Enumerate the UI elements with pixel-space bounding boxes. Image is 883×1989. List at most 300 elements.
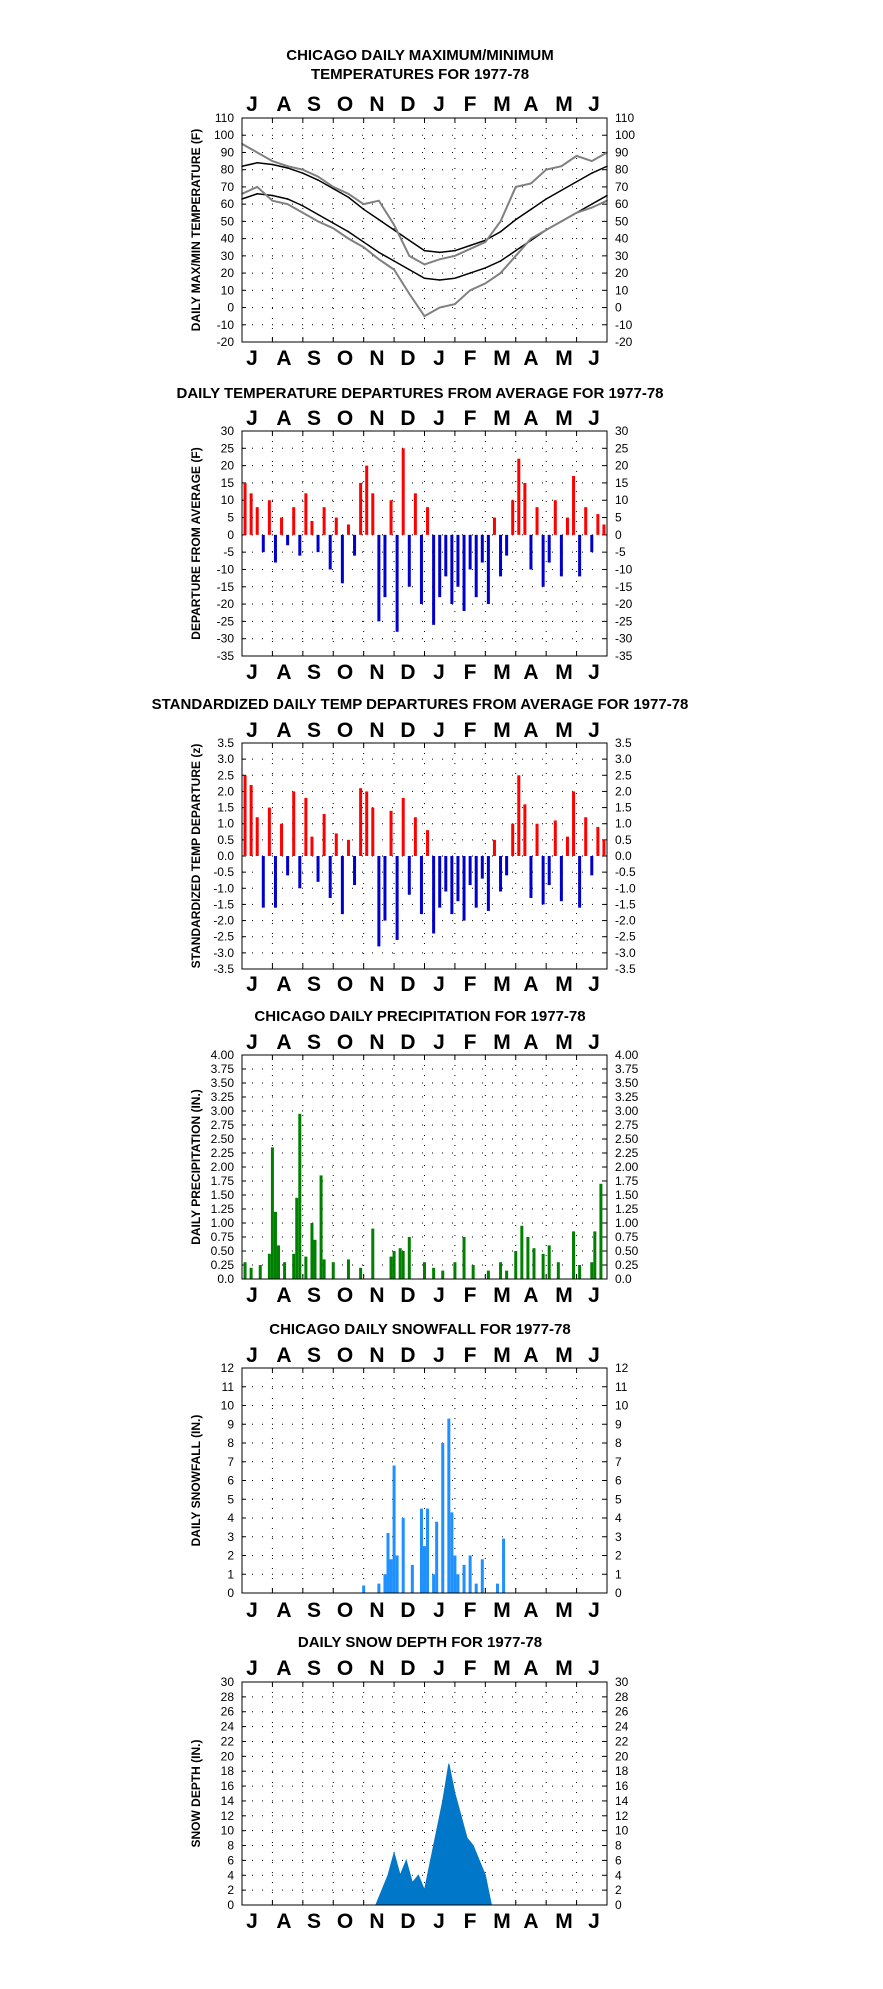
- y-tick-label-left: 90: [220, 145, 234, 160]
- bar: [274, 1212, 277, 1279]
- y-tick-label-right: 10: [615, 1823, 629, 1838]
- y-tick-label-right: 22: [615, 1734, 629, 1749]
- month-label-bottom: J: [246, 1599, 258, 1622]
- bar: [250, 493, 253, 535]
- bar: [402, 798, 405, 856]
- bar: [557, 1262, 560, 1279]
- month-label-top: F: [463, 719, 477, 742]
- bar: [548, 856, 551, 885]
- bar: [438, 856, 441, 908]
- data-point-normal_low: [378, 252, 380, 254]
- bar: [566, 518, 569, 535]
- y-tick-label-right: 6: [615, 1853, 622, 1868]
- y-tick-label-left: 0: [227, 1898, 234, 1912]
- y-tick-label-right: -20: [615, 335, 633, 349]
- chart-1: [189, 47, 635, 370]
- bar: [584, 507, 587, 535]
- y-tick-label-right: 70: [615, 179, 629, 194]
- data-point-observed_low: [591, 207, 593, 209]
- data-point-observed_high: [545, 169, 547, 171]
- month-label-top: J: [433, 1657, 445, 1680]
- data-point-normal_low: [363, 241, 365, 243]
- month-label-bottom: A: [523, 1284, 539, 1307]
- month-label-top: N: [369, 719, 385, 742]
- bar: [280, 824, 283, 856]
- month-label-top: A: [276, 93, 292, 116]
- bar: [244, 1262, 247, 1279]
- month-label-bottom: F: [463, 973, 477, 996]
- y-tick-label-left: 20: [220, 266, 234, 281]
- bar: [505, 535, 508, 556]
- bar: [511, 500, 514, 535]
- month-label-bottom: M: [493, 661, 511, 684]
- y-tick-label-left: 50: [220, 214, 234, 229]
- y-tick-label-left: 1.25: [210, 1202, 234, 1216]
- month-label-bottom: N: [369, 1599, 385, 1622]
- y-tick-label-right: 2: [615, 1883, 622, 1898]
- bar: [304, 798, 307, 856]
- month-label-bottom: J: [246, 973, 258, 996]
- month-label-top: A: [276, 1344, 292, 1367]
- y-tick-label-right: 14: [615, 1793, 629, 1808]
- data-point-observed_high: [287, 165, 289, 167]
- y-tick-label-right: 30: [615, 1675, 629, 1689]
- bar: [426, 1509, 429, 1593]
- y-tick-label-right: 2.25: [615, 1146, 639, 1160]
- month-label-bottom: A: [523, 1599, 539, 1622]
- month-label-bottom: S: [306, 1910, 322, 1933]
- data-point-observed_high: [378, 200, 380, 202]
- month-label-bottom: J: [588, 661, 600, 684]
- y-tick-label-right: -3.5: [615, 962, 636, 976]
- y-tick-label-left: 20: [220, 1749, 234, 1764]
- month-label-top: O: [336, 1657, 354, 1680]
- month-label-top: O: [336, 407, 354, 430]
- y-tick-label-left: 1: [227, 1567, 234, 1582]
- y-tick-label-left: 11: [221, 1379, 234, 1394]
- data-point-observed_low: [576, 212, 578, 214]
- bar: [593, 1231, 596, 1279]
- bar: [456, 1574, 459, 1593]
- month-label-top: S: [306, 407, 322, 430]
- bar: [371, 493, 374, 535]
- y-tick-label-right: 12: [615, 1808, 629, 1823]
- bar: [329, 856, 332, 898]
- month-label-bottom: S: [306, 661, 322, 684]
- month-label-top: A: [523, 1657, 539, 1680]
- month-label-bottom: J: [246, 1284, 258, 1307]
- y-axis-label: DAILY MAX/MIN TEMPERATURE (F): [189, 128, 203, 332]
- y-tick-label-right: 0.0: [615, 1272, 632, 1286]
- y-tick-label-left: 14: [220, 1793, 234, 1808]
- chart-title: DAILY SNOW DEPTH FOR 1977-78: [297, 1634, 543, 1651]
- bar: [542, 535, 545, 587]
- y-tick-label-left: 22: [220, 1734, 234, 1749]
- y-tick-label-left: 3.75: [210, 1062, 234, 1076]
- chart-title: CHICAGO DAILY PRECIPITATION FOR 1977-78: [254, 1008, 586, 1025]
- bar: [602, 840, 605, 856]
- y-tick-label-left: 0: [227, 527, 234, 542]
- bar: [542, 856, 545, 904]
- grid: [242, 743, 607, 969]
- month-label-bottom: A: [276, 973, 292, 996]
- month-label-bottom: J: [433, 1284, 445, 1307]
- month-label-top: M: [493, 719, 511, 742]
- y-tick-label-right: 30: [615, 248, 629, 263]
- month-label-top: J: [433, 93, 445, 116]
- bar: [463, 1237, 466, 1279]
- data-point-observed_high: [454, 255, 456, 257]
- y-axis-label: DAILY SNOWFALL (IN.): [189, 1414, 203, 1547]
- y-tick-label-left: -0.5: [213, 865, 234, 880]
- month-label-bottom: J: [588, 347, 600, 370]
- bar: [475, 535, 478, 597]
- y-tick-label-right: 3.5: [615, 736, 632, 750]
- month-label-top: S: [306, 719, 322, 742]
- y-tick-label-left: 12: [220, 1808, 234, 1823]
- y-tick-label-left: 6: [227, 1853, 234, 1868]
- y-axis-label: DEPARTURE FROM AVERAGE (F): [189, 447, 203, 640]
- bar: [390, 500, 393, 535]
- bar: [602, 524, 605, 534]
- month-label-bottom: A: [276, 1284, 292, 1307]
- y-tick-label-right: 10: [615, 1398, 629, 1413]
- bar: [481, 1559, 484, 1593]
- bar: [420, 535, 423, 604]
- bar: [499, 535, 502, 577]
- y-tick-label-left: 0.5: [217, 832, 234, 847]
- data-point-normal_low: [256, 193, 258, 195]
- bar: [347, 524, 350, 534]
- month-label-top: F: [463, 1031, 477, 1054]
- month-label-top: N: [369, 407, 385, 430]
- bar: [426, 830, 429, 856]
- data-point-normal_low: [500, 260, 502, 262]
- month-label-bottom: O: [336, 1599, 354, 1622]
- month-label-bottom: J: [246, 347, 258, 370]
- data-point-observed_low: [287, 203, 289, 205]
- month-label-bottom: M: [555, 973, 573, 996]
- bar: [277, 1245, 280, 1279]
- data-point-observed_high: [363, 203, 365, 205]
- bar: [341, 535, 344, 583]
- y-tick-label-right: 3.75: [615, 1062, 639, 1076]
- bar: [487, 1271, 490, 1279]
- data-point-normal_high: [256, 162, 258, 164]
- bar: [371, 808, 374, 856]
- y-tick-label-right: 0.75: [615, 1230, 639, 1244]
- month-label-top: A: [523, 407, 539, 430]
- bar: [456, 856, 459, 901]
- bar: [420, 856, 423, 914]
- bar: [423, 1262, 426, 1279]
- month-label-bottom: A: [276, 1599, 292, 1622]
- y-tick-label-right: 1: [615, 1567, 622, 1582]
- bar: [499, 856, 502, 892]
- y-tick-label-right: 24: [615, 1719, 629, 1734]
- bar: [432, 1268, 435, 1279]
- month-label-bottom: A: [276, 661, 292, 684]
- month-label-top: M: [493, 1031, 511, 1054]
- y-tick-label-left: 100: [213, 128, 234, 143]
- bar: [341, 856, 344, 914]
- data-point-normal_high: [363, 209, 365, 211]
- data-point-normal_low: [272, 195, 274, 197]
- month-label-bottom: N: [369, 973, 385, 996]
- y-tick-label-right: -20: [615, 597, 633, 612]
- y-tick-label-left: -5: [223, 545, 234, 560]
- chart-title: STANDARDIZED DAILY TEMP DEPARTURES FROM AVERAGE FOR 1977-78: [151, 696, 689, 713]
- bar: [332, 1262, 335, 1279]
- y-tick-label-right: -5: [615, 545, 626, 560]
- bar: [523, 804, 526, 856]
- data-point-normal_high: [378, 219, 380, 221]
- bar: [304, 493, 307, 535]
- bar: [499, 1262, 502, 1279]
- y-tick-label-right: 0: [615, 1586, 622, 1600]
- bar: [444, 856, 447, 892]
- y-tick-label-right: 20: [615, 266, 629, 281]
- y-tick-label-left: -15: [216, 579, 234, 594]
- bar: [469, 856, 472, 885]
- month-label-top: M: [493, 1657, 511, 1680]
- month-label-bottom: F: [463, 1599, 477, 1622]
- bar: [517, 459, 520, 535]
- y-tick-label-right: 10: [615, 493, 629, 508]
- y-tick-label-left: 6: [227, 1473, 234, 1488]
- bar: [584, 817, 587, 856]
- bar: [435, 1522, 438, 1593]
- month-label-top: N: [369, 1657, 385, 1680]
- bar: [447, 1419, 450, 1593]
- bar: [408, 856, 411, 895]
- month-label-bottom: N: [369, 661, 385, 684]
- month-label-top: J: [246, 719, 258, 742]
- month-label-top: F: [463, 93, 477, 116]
- bar: [310, 521, 313, 535]
- data-point-observed_high: [591, 160, 593, 162]
- month-label-top: D: [400, 1657, 416, 1680]
- y-tick-label-right: -1.5: [615, 897, 636, 912]
- month-label-bottom: M: [555, 347, 573, 370]
- month-label-top: S: [306, 1657, 322, 1680]
- bar: [323, 507, 326, 535]
- y-tick-label-right: 90: [615, 145, 629, 160]
- y-tick-label-left: 5: [227, 1492, 234, 1507]
- y-tick-label-right: 11: [615, 1379, 628, 1394]
- bar: [444, 535, 447, 577]
- y-tick-label-left: 1.00: [210, 1216, 234, 1230]
- data-point-normal_low: [332, 222, 334, 224]
- data-point-observed_high: [515, 186, 517, 188]
- bar: [420, 1509, 423, 1593]
- y-tick-label-right: 0.25: [615, 1258, 639, 1272]
- month-label-bottom: D: [400, 973, 416, 996]
- chart-6: [189, 1634, 629, 1933]
- data-marks: [244, 448, 606, 631]
- bar: [387, 1533, 390, 1593]
- month-label-top: O: [336, 719, 354, 742]
- bar: [590, 856, 593, 875]
- data-point-normal_high: [591, 172, 593, 174]
- bar: [402, 1518, 405, 1593]
- bar: [578, 535, 581, 577]
- y-tick-label-left: 40: [220, 231, 234, 246]
- y-tick-label-right: 2.00: [615, 1160, 639, 1174]
- y-tick-label-left: 2: [227, 1883, 234, 1898]
- y-tick-label-left: -1.0: [213, 881, 234, 896]
- y-tick-label-left: 18: [220, 1764, 234, 1779]
- data-point-observed_low: [378, 258, 380, 260]
- bar: [317, 856, 320, 882]
- chart-title: CHICAGO DAILY SNOWFALL FOR 1977-78: [269, 1321, 571, 1338]
- month-label-bottom: D: [400, 1599, 416, 1622]
- bar: [383, 1574, 386, 1593]
- month-label-top: J: [588, 407, 600, 430]
- data-point-normal_high: [576, 181, 578, 183]
- data-point-normal_low: [469, 272, 471, 274]
- y-tick-label-right: 20: [615, 458, 629, 473]
- y-tick-label-right: 3.25: [615, 1090, 639, 1104]
- bar: [517, 775, 520, 856]
- month-label-top: S: [306, 1344, 322, 1367]
- month-label-bottom: J: [246, 661, 258, 684]
- data-point-normal_high: [454, 250, 456, 252]
- bar: [414, 817, 417, 856]
- y-tick-label-right: 7: [615, 1454, 622, 1469]
- y-tick-label-left: -20: [216, 335, 234, 349]
- y-tick-label-right: 3.50: [615, 1076, 639, 1090]
- y-tick-label-left: 10: [220, 283, 234, 298]
- bar: [450, 856, 453, 914]
- bar: [481, 535, 484, 563]
- bar: [353, 535, 356, 556]
- bar: [390, 1257, 393, 1279]
- month-label-top: N: [369, 93, 385, 116]
- month-label-top: S: [306, 93, 322, 116]
- y-tick-label-right: 0.50: [615, 1244, 639, 1258]
- data-point-observed_high: [561, 165, 563, 167]
- bar: [323, 1259, 326, 1279]
- data-point-normal_low: [408, 269, 410, 271]
- y-tick-label-left: -30: [216, 631, 234, 646]
- data-point-observed_high: [348, 193, 350, 195]
- month-label-bottom: J: [588, 1599, 600, 1622]
- y-tick-label-right: 18: [615, 1764, 629, 1779]
- y-tick-label-left: 0: [227, 300, 234, 315]
- y-tick-label-left: 16: [220, 1779, 234, 1794]
- month-label-top: J: [246, 1344, 258, 1367]
- bar: [432, 535, 435, 625]
- y-tick-label-right: -2.0: [615, 913, 636, 928]
- y-tick-label-left: 1.5: [217, 800, 234, 815]
- month-label-bottom: M: [555, 1284, 573, 1307]
- month-label-top: F: [463, 1344, 477, 1367]
- y-tick-label-left: 2.75: [210, 1118, 234, 1132]
- bar: [529, 535, 532, 570]
- data-point-observed_low: [530, 238, 532, 240]
- bar: [244, 775, 247, 856]
- chart-3: [152, 696, 689, 996]
- bar: [295, 1198, 298, 1279]
- month-label-bottom: M: [555, 1599, 573, 1622]
- y-tick-label-right: 5: [615, 510, 622, 525]
- month-label-bottom: O: [336, 1284, 354, 1307]
- data-point-observed_low: [500, 272, 502, 274]
- y-tick-label-right: 1.0: [615, 816, 632, 831]
- y-tick-label-right: 4: [615, 1511, 622, 1525]
- y-tick-label-right: 1.5: [615, 800, 632, 815]
- y-tick-label-right: 2.75: [615, 1118, 639, 1132]
- bar: [292, 791, 295, 856]
- data-point-observed_high: [530, 183, 532, 185]
- chart-title: TEMPERATURES FOR 1977-78: [310, 66, 530, 83]
- bar: [432, 856, 435, 933]
- y-tick-label-right: 3.00: [615, 1104, 639, 1118]
- y-tick-label-left: 8: [227, 1436, 234, 1450]
- data-point-observed_low: [485, 283, 487, 285]
- data-point-observed_high: [332, 186, 334, 188]
- y-tick-label-right: -2.5: [615, 929, 636, 944]
- month-label-bottom: A: [523, 661, 539, 684]
- y-tick-label-left: -25: [216, 614, 234, 629]
- bar: [511, 824, 514, 856]
- y-tick-label-left: 0: [227, 1586, 234, 1600]
- y-tick-label-right: -30: [615, 631, 633, 646]
- y-tick-label-left: 20: [220, 458, 234, 473]
- month-label-bottom: M: [493, 1284, 511, 1307]
- y-tick-label-right: 1.00: [615, 1216, 639, 1230]
- y-tick-label-left: 0.50: [210, 1244, 234, 1258]
- data-point-normal_high: [408, 240, 410, 242]
- month-label-top: J: [588, 1031, 600, 1054]
- data-point-normal_high: [545, 198, 547, 200]
- bar: [320, 1175, 323, 1279]
- bar: [335, 518, 338, 535]
- month-label-top: M: [493, 1344, 511, 1367]
- y-tick-label-left: 3.25: [210, 1090, 234, 1104]
- month-label-bottom: M: [555, 1910, 573, 1933]
- data-point-observed_high: [317, 176, 319, 178]
- bar: [256, 507, 259, 535]
- y-tick-label-left: 3.50: [210, 1076, 234, 1090]
- y-tick-label-left: 3.0: [217, 752, 234, 767]
- month-label-top: N: [369, 1344, 385, 1367]
- month-label-top: N: [369, 1031, 385, 1054]
- bar: [475, 1584, 478, 1593]
- bar: [323, 814, 326, 856]
- y-tick-label-right: 80: [615, 162, 629, 177]
- bar: [390, 811, 393, 856]
- y-tick-label-right: 100: [615, 128, 636, 143]
- month-label-bottom: O: [336, 1910, 354, 1933]
- bar: [298, 856, 301, 888]
- bar: [377, 856, 380, 946]
- data-point-observed_low: [408, 293, 410, 295]
- bar: [314, 1240, 317, 1279]
- y-tick-label-right: 2: [615, 1548, 622, 1563]
- data-point-normal_low: [591, 203, 593, 205]
- y-tick-label-left: 28: [220, 1689, 234, 1704]
- data-point-normal_high: [302, 172, 304, 174]
- month-label-bottom: J: [588, 1284, 600, 1307]
- data-point-normal_high: [272, 164, 274, 166]
- bar: [402, 448, 405, 535]
- bar: [393, 1466, 396, 1594]
- y-tick-label-left: -10: [216, 562, 234, 577]
- y-tick-label-right: 2.5: [615, 768, 632, 783]
- month-label-top: J: [433, 1344, 445, 1367]
